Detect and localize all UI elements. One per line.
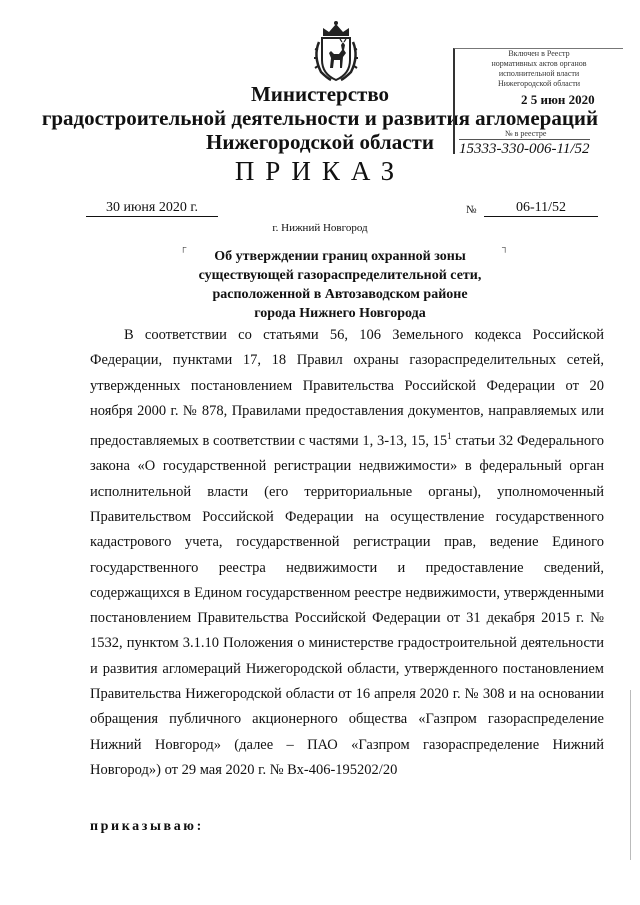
stamp-line: исполнительной власти (498, 69, 580, 78)
city-name: г. Нижний Новгород (272, 222, 368, 234)
subject-corner-right: ┐ (502, 242, 509, 252)
scan-edge-line (630, 690, 631, 860)
subject-corner-left: ┌ (180, 242, 187, 252)
subject-line: расположенной в Автозаводском районе (212, 287, 468, 302)
preamble-superscript: 1 (447, 431, 452, 442)
preamble-paragraph (90, 323, 604, 783)
stamp-date: 2 5 июн 2020 (521, 92, 595, 107)
stamp-reg-label: № в реестре (505, 129, 547, 138)
preamble-text-part-1: В соответствии со статьями 56, 106 Земельного кодекса Российской Федерации, пунктами 17, 18 Правил охраны газораспределительных сетей, утвержденных постановлением Правительства Российской Федерации от 20 ноября 2000 г. № 878, Правилами предоставления документов, направляемых или предоставляемых в соответствии с частями 1, 3-13, 15, 15 (90, 327, 604, 450)
preamble-text-part-2: статьи 32 Федерального закона «О государственной регистрации недвижимости» в федеральный орган исполнительной власти (его территориальные органы), уполномоченный Правительством Российской Федерации на осуществление государственного кадастрового учета, государственной регистрации прав, ведение Единого государственного реестра недвижимости и предоставление сведений, содержащихся в Едином государственном реестре недвижимости, утвержденными постановлением Правительства Российской Федерации от 31 декабря 2015 г. № 1532, пунктом 3.1.10 Положения о министерстве градостроительной деятельности и развития агломераций Нижегородской области, утвержденного постановлением Правительства Нижегородской области от 16 апреля 2020 г. № 308 и на основании обращения публичного акционерного общества «Газпром газораспределение Нижний Новгород» (далее – ПАО «Газпром газораспределение Нижний Новгород») от 29 мая 2020 г. № Вх-406-195202/20 (90, 433, 604, 778)
order-subject (140, 247, 540, 323)
document-type-title: ПРИКАЗ (234, 156, 406, 186)
stamp-line: Нижегородской области (497, 79, 580, 88)
order-number-label: № (466, 204, 477, 216)
stamp-reg-number: 15333-330-006-11/52 (459, 141, 590, 157)
ministry-name-line-2: градостроительной деятельности и развития агломераций (41, 106, 599, 130)
subject-line: города Нижнего Новгорода (254, 306, 426, 321)
stamp-line: нормативных актов органов (491, 59, 587, 68)
order-word: приказываю: (90, 819, 204, 834)
order-date: 30 июня 2020 г. (86, 200, 218, 217)
registry-stamp (453, 48, 623, 157)
ministry-name-line-1: Министерство (250, 82, 390, 106)
order-preamble (90, 323, 604, 783)
stamp-line: Включен в Реестр (508, 49, 570, 58)
coat-of-arms-emblem (309, 20, 363, 82)
subject-line: Об утверждении границ охранной зоны (214, 249, 466, 264)
order-number: 06-11/52 (484, 200, 598, 217)
ministry-name-line-3: Нижегородской области (206, 130, 434, 154)
subject-line: существующей газораспределительной сети, (198, 268, 482, 283)
